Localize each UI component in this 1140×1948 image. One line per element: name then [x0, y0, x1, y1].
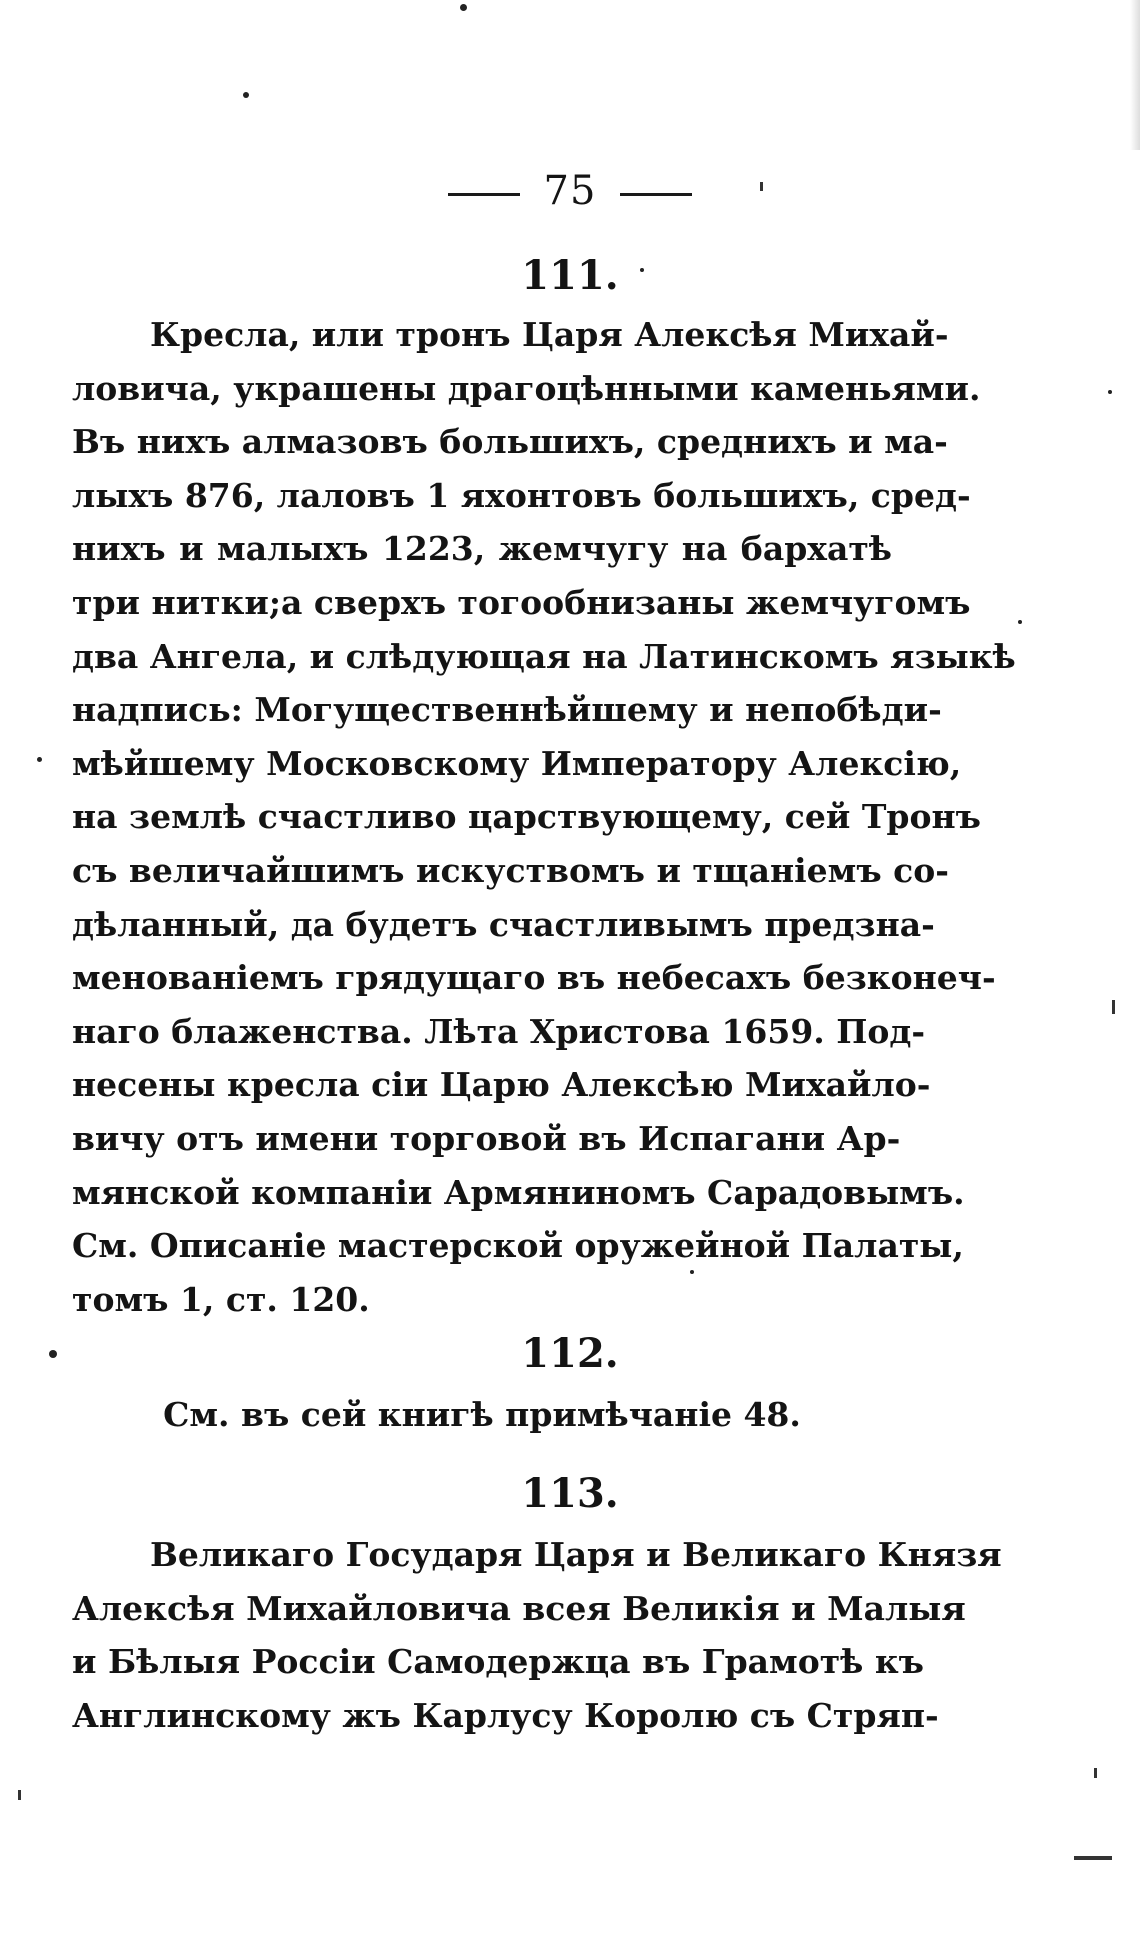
scan-speck [690, 1270, 694, 1274]
section-112-text [72, 1388, 892, 1442]
scan-mark [1074, 1856, 1112, 1860]
text-line: наго блаженства. Лѣта Христова 1659. Под- [72, 1011, 926, 1051]
page-edge-shadow [1130, 0, 1140, 150]
text-line: Великаго Государя Царя и Великаго Князя [150, 1535, 1002, 1574]
text-line: съ величайшимъ искуствомъ и тщаніемъ со- [72, 850, 949, 890]
scan-speck [1018, 620, 1022, 624]
section-number-111: 111. [521, 252, 619, 299]
text-line: См. Описаніе мастерской оружейной Палаты, [72, 1226, 964, 1266]
scan-speck [37, 757, 42, 762]
text-line: Англинскому жъ Карлусу Королю съ Стряп- [72, 1695, 939, 1735]
text-line: Кресла, или тронъ Царя Алексѣя Михай- [150, 315, 949, 354]
text-line: Въ нихъ алмазовъ большихъ, среднихъ и ма- [72, 422, 948, 462]
text-line: нихъ и малыхъ 1223, жемчугу на бархатѣ [72, 529, 892, 569]
scan-speck [640, 268, 644, 272]
text-line: надпись: Могущественнѣйшему и непобѣди- [72, 690, 942, 730]
header-dash-right [620, 193, 692, 196]
section-113-text [72, 1528, 1002, 1742]
scan-speck [460, 4, 467, 11]
page-number: 75 [543, 168, 597, 214]
text-line: несены кресла сіи Царю Алексѣю Михайло- [72, 1065, 931, 1105]
text-line: два Ангела, и слѣдующая на Латинскомъ языкѣ [72, 636, 1016, 676]
text-line: мѣйшему Московскому Императору Алексію, [72, 743, 962, 783]
text-line: лыхъ 876, лаловъ 1 яхонтовъ большихъ, сред- [72, 475, 971, 515]
text-line: Алексѣя Михайловича всея Великія и Малыя [72, 1588, 966, 1628]
text-line: на землѣ счастливо царствующему, сей Тронъ [72, 797, 981, 837]
scan-speck [49, 1350, 57, 1358]
scan-mark [18, 1790, 21, 1800]
section-111-text [72, 308, 1016, 1326]
scan-speck [1108, 390, 1112, 394]
text-line: ловича, украшены драгоцѣнными каменьями. [72, 368, 981, 408]
page-header [0, 168, 1140, 214]
section-number-113: 113. [521, 1470, 619, 1517]
text-line: три нитки;а сверхъ тогообнизаны жемчугомъ [72, 582, 971, 622]
scan-mark [1112, 1000, 1115, 1014]
text-line: мянской компаніи Армяниномъ Сарадовымъ. [72, 1172, 965, 1212]
scan-speck [243, 92, 249, 98]
text-line: вичу отъ имени торговой въ Испагани Ар- [72, 1118, 901, 1158]
text-line: томъ 1, ст. 120. [72, 1279, 370, 1319]
text-line: и Бѣлыя Россіи Самодержца въ Грамотѣ къ [72, 1642, 924, 1682]
text-line: дѣланный, да будетъ счастливымъ предзна- [72, 904, 935, 944]
section-number-112: 112. [521, 1330, 619, 1377]
scan-mark [760, 182, 763, 191]
text-line: менованіемъ грядущаго въ небесахъ безконеч- [72, 958, 996, 998]
text-line: См. въ сей книгѣ примѣчаніе 48. [163, 1395, 801, 1434]
scan-mark [1094, 1768, 1097, 1778]
header-dash-left [448, 193, 520, 196]
